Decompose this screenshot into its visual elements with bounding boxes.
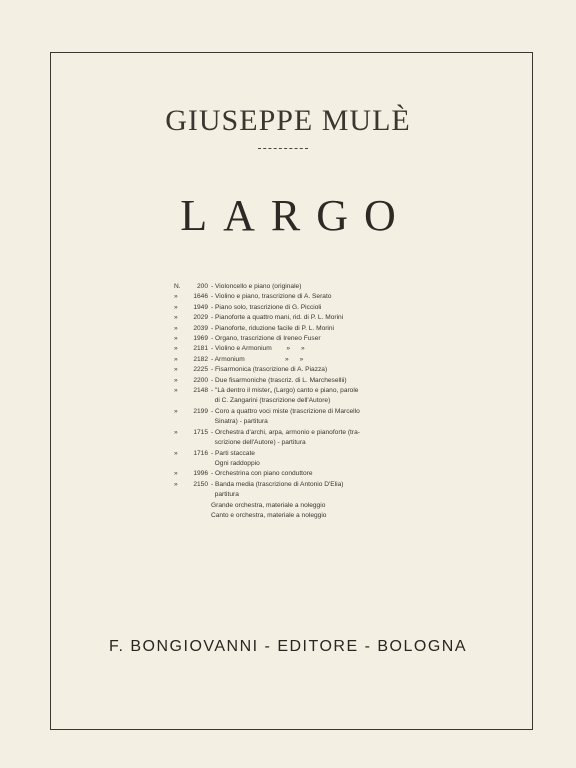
entry-number: 1996	[193, 470, 208, 478]
entry-description: - Banda media (trascrizione di Antonio D'Elia) partitura	[211, 480, 344, 499]
entry-number: 2225	[193, 366, 208, 374]
entry-prefix: »	[174, 314, 178, 322]
catalog-entry	[174, 469, 404, 479]
entry-description: - "Là dentro il mister„ (Largo) canto e piano, parole di C. Zangarini (trascrizione dell'Autore)	[211, 387, 359, 405]
entry-description: - Pianoforte, riduzione facile di P. L. Morini	[211, 324, 335, 332]
catalog-entry	[174, 376, 404, 386]
catalog-entry	[174, 365, 404, 375]
entry-number: 1949	[193, 303, 208, 311]
divider-rule	[258, 148, 308, 149]
entry-prefix: »	[174, 449, 178, 457]
catalog-entry	[174, 407, 404, 428]
entry-prefix: »	[174, 324, 178, 332]
catalog-entry	[174, 501, 404, 511]
entry-description: - Armonium » »	[211, 355, 304, 363]
catalog-entry	[174, 480, 404, 501]
work-title: LARGO	[180, 191, 412, 240]
entry-prefix: »	[174, 480, 178, 488]
entry-number: 1646	[193, 293, 208, 301]
entry-number: 2148	[193, 387, 208, 395]
entry-number: 2150	[193, 480, 208, 488]
entry-number: 2029	[193, 314, 208, 322]
entry-prefix: »	[174, 407, 178, 415]
entry-description: - Violino e Armonium » »	[211, 345, 305, 353]
entry-number: 2039	[193, 324, 208, 332]
composer-name: GIUSEPPE MULÈ	[165, 104, 411, 137]
entry-prefix: »	[174, 345, 178, 353]
edition-catalog	[174, 282, 404, 521]
publisher-imprint: F. BONGIOVANNI - EDITORE - BOLOGNA	[108, 638, 467, 655]
catalog-entry	[174, 324, 404, 334]
entry-number: 2200	[193, 376, 208, 384]
entry-number: 1715	[193, 428, 208, 436]
entry-prefix: »	[174, 366, 178, 374]
entry-description: - Violino e piano, trascrizione di A. Serato	[211, 293, 332, 301]
catalog-entry	[174, 313, 404, 323]
entry-prefix: »	[174, 293, 178, 301]
entry-number: 1969	[193, 335, 208, 343]
entry-description: - Due fisarmoniche (trascriz. di L. Marchesellii)	[211, 376, 347, 384]
entry-description: - Coro a quattro voci miste (trascrizione di Marcello Sinatra) - partitura	[211, 407, 360, 426]
catalog-entry	[174, 303, 404, 313]
entry-description: - Orchestra d'archi, arpa, armonio e pianoforte (tra- scrizione dell'Autore) - partitura	[211, 428, 360, 447]
catalog-entry	[174, 282, 404, 292]
entry-description: Canto e orchestra, materiale a noleggio	[211, 511, 327, 519]
entry-prefix: »	[174, 387, 178, 395]
catalog-entry	[174, 334, 404, 344]
catalog-entry	[174, 344, 404, 354]
entry-number: 2182	[193, 355, 208, 363]
entry-description: - Fisarmonica (trascrizione di A. Piazza)	[211, 366, 328, 374]
entry-description: - Organo, trascrizione di Ireneo Fuser	[211, 335, 321, 343]
catalog-entry	[174, 428, 404, 449]
entry-number: 200	[196, 283, 208, 290]
catalog-entry	[174, 449, 404, 470]
catalog-entry	[174, 292, 404, 302]
entry-prefix: »	[174, 376, 178, 384]
entry-number: 2181	[193, 345, 208, 353]
entry-prefix: »	[174, 355, 178, 363]
entry-prefix: »	[174, 303, 178, 311]
entry-description: - Pianoforte a quattro mani, rid. di P. L. Morini	[211, 314, 344, 322]
entry-prefix: »	[174, 335, 178, 343]
entry-description: - Violoncello e piano (originale)	[211, 283, 302, 290]
entry-description: Grande orchestra, materiale a noleggio	[211, 501, 326, 509]
catalog-entry	[174, 355, 404, 365]
entry-description: - Parti staccate Ogni raddoppio	[211, 449, 260, 467]
entry-description: - Orchestrina con piano conduttore	[211, 470, 313, 478]
entry-prefix: N.	[174, 283, 181, 290]
entry-prefix: »	[174, 428, 178, 436]
entry-number: 1716	[193, 449, 208, 457]
entry-description: - Piano solo, trascrizione di G. Piccioli	[211, 303, 322, 311]
entry-number: 2199	[193, 407, 208, 415]
entry-prefix: »	[174, 470, 178, 478]
catalog-entry	[174, 511, 404, 521]
catalog-entry	[174, 386, 404, 407]
